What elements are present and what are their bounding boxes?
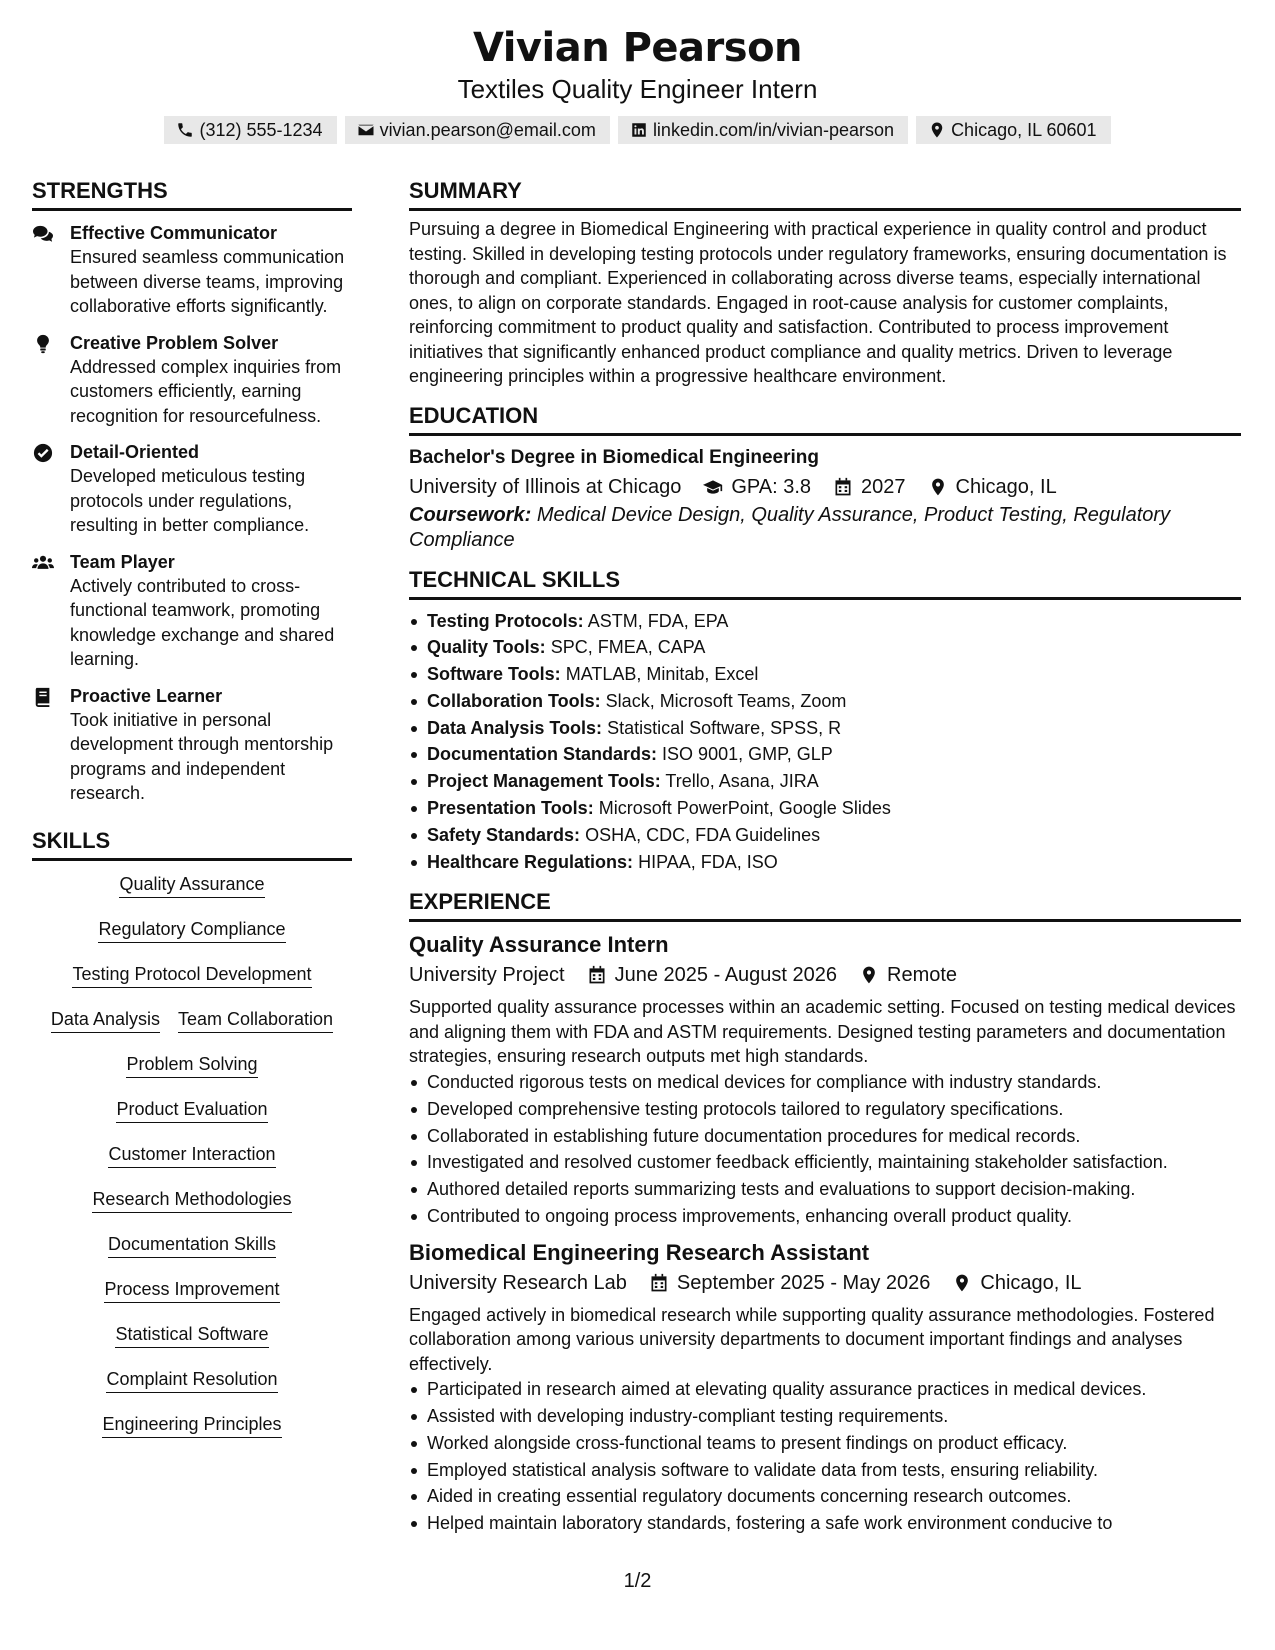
role-org: University Project bbox=[409, 964, 565, 987]
list-item: Employed statistical analysis software to validate data from tests, ensuring reliability. bbox=[409, 1457, 1241, 1484]
skill-tag: Research Methodologies bbox=[92, 1188, 291, 1213]
calendar-icon bbox=[587, 965, 607, 985]
list-item bbox=[409, 634, 1241, 661]
skill-tag: Customer Interaction bbox=[108, 1143, 275, 1168]
summary-section bbox=[409, 176, 1241, 389]
linkedin-icon bbox=[630, 121, 648, 139]
role-dates: June 2025 - August 2026 bbox=[614, 964, 838, 987]
list-item: Contributed to ongoing process improvements, enhancing overall product quality. bbox=[409, 1203, 1241, 1230]
role-description: Engaged actively in biomedical research while supporting quality assurance methodologies. Fostered collaboration among various university departments to document important findings and analyses effectively. bbox=[409, 1304, 1215, 1374]
contact-linkedin[interactable] bbox=[618, 116, 908, 144]
tech-skill-label: Healthcare Regulations: bbox=[427, 851, 634, 872]
tech-skill-label: Testing Protocols: bbox=[427, 610, 584, 631]
candidate-name: Vivian Pearson bbox=[472, 25, 803, 71]
list-item bbox=[409, 768, 1241, 795]
tech-skill-value: Statistical Software, SPSS, R bbox=[607, 717, 842, 738]
strengths-list bbox=[32, 221, 352, 806]
check-circle-icon bbox=[32, 443, 54, 463]
role-dates: September 2025 - May 2026 bbox=[676, 1271, 931, 1294]
strength-desc: Addressed complex inquiries from customers efficiently, earning recognition for resourcefulness. bbox=[70, 356, 342, 426]
technical-skills-list bbox=[409, 608, 1241, 876]
strength-desc: Ensured seamless communication between diverse teams, improving collaborative efforts significantly. bbox=[70, 247, 345, 316]
location-pin-icon bbox=[952, 1273, 972, 1293]
location-text: Chicago, IL 60601 bbox=[951, 120, 1097, 140]
skill-tag: Product Evaluation bbox=[116, 1098, 267, 1123]
coursework-list: Medical Device Design, Quality Assurance, Product Testing, Regulatory Compliance bbox=[409, 503, 1171, 551]
page-indicator: 1/2 bbox=[623, 1570, 652, 1592]
tech-skill-value: OSHA, CDC, FDA Guidelines bbox=[585, 824, 821, 845]
book-icon bbox=[32, 687, 54, 707]
skills-list bbox=[32, 873, 352, 1438]
lightbulb-icon bbox=[32, 334, 54, 354]
strength-item bbox=[32, 550, 352, 672]
role-org: University Research Lab bbox=[409, 1271, 627, 1294]
role-meta bbox=[409, 960, 1241, 990]
strengths-heading: STRENGTHS bbox=[32, 176, 352, 211]
strength-title: Creative Problem Solver bbox=[70, 332, 279, 353]
education-meta bbox=[409, 472, 1241, 502]
list-item bbox=[409, 661, 1241, 688]
degree-title: Bachelor's Degree in Biomedical Engineering bbox=[409, 446, 819, 468]
tech-skill-value: Slack, Microsoft Teams, Zoom bbox=[605, 690, 847, 711]
list-item: Aided in creating essential regulatory documents concerning research outcomes. bbox=[409, 1483, 1241, 1510]
location-pin-icon bbox=[928, 477, 948, 497]
tech-skill-value: MATLAB, Minitab, Excel bbox=[565, 664, 759, 685]
strength-title: Proactive Learner bbox=[70, 685, 223, 706]
left-column bbox=[32, 176, 352, 1438]
gpa-text: GPA: 3.8 bbox=[731, 475, 812, 498]
list-item bbox=[409, 741, 1241, 768]
strength-item bbox=[32, 684, 352, 806]
strength-title: Team Player bbox=[70, 551, 175, 572]
skill-tag: Complaint Resolution bbox=[106, 1368, 277, 1393]
role-title: Biomedical Engineering Research Assistant bbox=[409, 1239, 870, 1265]
school-name: University of Illinois at Chicago bbox=[409, 475, 682, 498]
role-bullets bbox=[409, 1069, 1241, 1230]
tech-skill-label: Documentation Standards: bbox=[427, 744, 658, 765]
list-item: Assisted with developing industry-compliant testing requirements. bbox=[409, 1403, 1241, 1430]
graduation-cap-icon bbox=[703, 477, 723, 497]
email-text[interactable]: vivian.pearson@email.com bbox=[379, 120, 596, 140]
role-location: Remote bbox=[887, 964, 958, 987]
list-item: Developed comprehensive testing protocols tailored to regulatory specifications. bbox=[409, 1096, 1241, 1123]
location-pin-icon bbox=[928, 121, 946, 139]
summary-text: Pursuing a degree in Biomedical Engineering with practical experience in quality control and product testing. Skilled in developing testing protocols under regulatory frameworks, ensuring documentation is thorough and compliant. Experienced in collaborating across diverse teams, especially international ones, to align on corporate standards. Engaged in root-cause analysis for customer complaints, reinforcing commitment to product quality and satisfaction. Contributed to process improvement initiatives that significantly enhanced product compliance and quality metrics. Driven to leverage engineering principles within a progressive healthcare environment. bbox=[409, 219, 1227, 386]
list-item: Investigated and resolved customer feedback efficiently, maintaining stakeholder satisfaction. bbox=[409, 1149, 1241, 1176]
calendar-icon bbox=[833, 477, 853, 497]
list-item bbox=[409, 849, 1241, 876]
education-section bbox=[409, 401, 1241, 553]
tech-skill-value: ASTM, FDA, EPA bbox=[587, 610, 729, 631]
experience-heading: EXPERIENCE bbox=[409, 887, 1241, 922]
technical-skills-section bbox=[409, 565, 1241, 876]
experience-entry bbox=[409, 1238, 1241, 1537]
tech-skill-label: Safety Standards: bbox=[427, 824, 581, 845]
strength-title: Detail-Oriented bbox=[70, 442, 200, 462]
tech-skill-value: Microsoft PowerPoint, Google Slides bbox=[598, 798, 891, 819]
experience-entry bbox=[409, 930, 1241, 1229]
phone-text: (312) 555-1234 bbox=[199, 120, 323, 140]
education-heading: EDUCATION bbox=[409, 401, 1241, 436]
strength-desc: Developed meticulous testing protocols under regulations, resulting in better compliance. bbox=[70, 466, 310, 535]
grad-year: 2027 bbox=[861, 475, 906, 498]
school-location: Chicago, IL bbox=[955, 475, 1057, 498]
tech-skill-label: Presentation Tools: bbox=[427, 798, 594, 819]
list-item bbox=[409, 795, 1241, 822]
contact-bar bbox=[0, 116, 1275, 144]
skill-tag: Process Improvement bbox=[104, 1278, 279, 1303]
list-item: Authored detailed reports summarizing tests and evaluations to support decision-making. bbox=[409, 1176, 1241, 1203]
envelope-icon bbox=[357, 121, 375, 139]
list-item: Collaborated in establishing future documentation procedures for medical records. bbox=[409, 1123, 1241, 1150]
list-item: Conducted rigorous tests on medical devices for compliance with industry standards. bbox=[409, 1069, 1241, 1096]
strength-title: Effective Communicator bbox=[70, 223, 278, 243]
skills-heading: SKILLS bbox=[32, 826, 352, 861]
phone-icon bbox=[176, 121, 194, 139]
tech-skill-label: Project Management Tools: bbox=[427, 771, 661, 792]
tech-skill-value: SPC, FMEA, CAPA bbox=[550, 637, 706, 658]
skill-tag: Quality Assurance bbox=[119, 873, 264, 898]
strength-item bbox=[32, 221, 352, 319]
list-item: Helped maintain laboratory standards, fostering a safe work environment conducive to bbox=[409, 1510, 1241, 1537]
technical-skills-heading: TECHNICAL SKILLS bbox=[409, 565, 1241, 600]
role-location: Chicago, IL bbox=[980, 1271, 1082, 1294]
location-pin-icon bbox=[859, 965, 879, 985]
role-description: Supported quality assurance processes within an academic setting. Focused on testing medical devices and aligning them with FDA and ASTM requirements. Designed testing parameters and documentation strategies, ensuring research outputs met high standards. bbox=[409, 997, 1236, 1067]
experience-section bbox=[409, 887, 1241, 1537]
contact-email[interactable] bbox=[345, 116, 610, 144]
skill-tag: Team Collaboration bbox=[178, 1008, 333, 1033]
chat-bubbles-icon bbox=[32, 224, 54, 244]
list-item bbox=[409, 822, 1241, 849]
list-item: Participated in research aimed at elevating quality assurance practices in medical devices. bbox=[409, 1376, 1241, 1403]
calendar-icon bbox=[649, 1273, 669, 1293]
job-title: Textiles Quality Engineer Intern bbox=[457, 74, 818, 104]
skill-tag: Problem Solving bbox=[126, 1053, 257, 1078]
tech-skill-value: HIPAA, FDA, ISO bbox=[638, 851, 778, 872]
strength-item bbox=[32, 331, 352, 429]
tech-skill-label: Software Tools: bbox=[427, 664, 561, 685]
list-item: Worked alongside cross-functional teams to present findings on product efficacy. bbox=[409, 1430, 1241, 1457]
skill-tag: Statistical Software bbox=[115, 1323, 268, 1348]
linkedin-text[interactable]: linkedin.com/in/vivian-pearson bbox=[652, 120, 895, 140]
coursework-label: Coursework: bbox=[409, 503, 532, 526]
contact-phone bbox=[164, 116, 336, 144]
contact-location bbox=[916, 116, 1110, 144]
skill-tag: Regulatory Compliance bbox=[98, 918, 285, 943]
strength-desc: Took initiative in personal development through mentorship programs and independent research. bbox=[70, 709, 334, 803]
tech-skill-label: Collaboration Tools: bbox=[427, 690, 601, 711]
role-title: Quality Assurance Intern bbox=[409, 932, 669, 958]
list-item bbox=[409, 715, 1241, 742]
list-item bbox=[409, 688, 1241, 715]
summary-heading: SUMMARY bbox=[409, 176, 1241, 211]
strength-desc: Actively contributed to cross-functional teamwork, promoting knowledge exchange and shared learning. bbox=[70, 575, 335, 669]
users-icon bbox=[32, 553, 54, 573]
role-bullets bbox=[409, 1376, 1241, 1537]
skill-tag: Data Analysis bbox=[51, 1008, 160, 1033]
tech-skill-value: ISO 9001, GMP, GLP bbox=[662, 744, 833, 765]
resume-header bbox=[0, 22, 1275, 144]
strength-item bbox=[32, 440, 352, 538]
tech-skill-value: Trello, Asana, JIRA bbox=[665, 771, 819, 792]
coursework bbox=[409, 503, 1241, 553]
right-column bbox=[409, 176, 1241, 1549]
tech-skill-label: Data Analysis Tools: bbox=[427, 717, 603, 738]
role-meta bbox=[409, 1268, 1241, 1298]
skill-tag: Documentation Skills bbox=[108, 1233, 276, 1258]
skill-tag: Engineering Principles bbox=[102, 1413, 281, 1438]
skill-tag: Testing Protocol Development bbox=[72, 963, 311, 988]
tech-skill-label: Quality Tools: bbox=[427, 637, 546, 658]
list-item bbox=[409, 608, 1241, 635]
